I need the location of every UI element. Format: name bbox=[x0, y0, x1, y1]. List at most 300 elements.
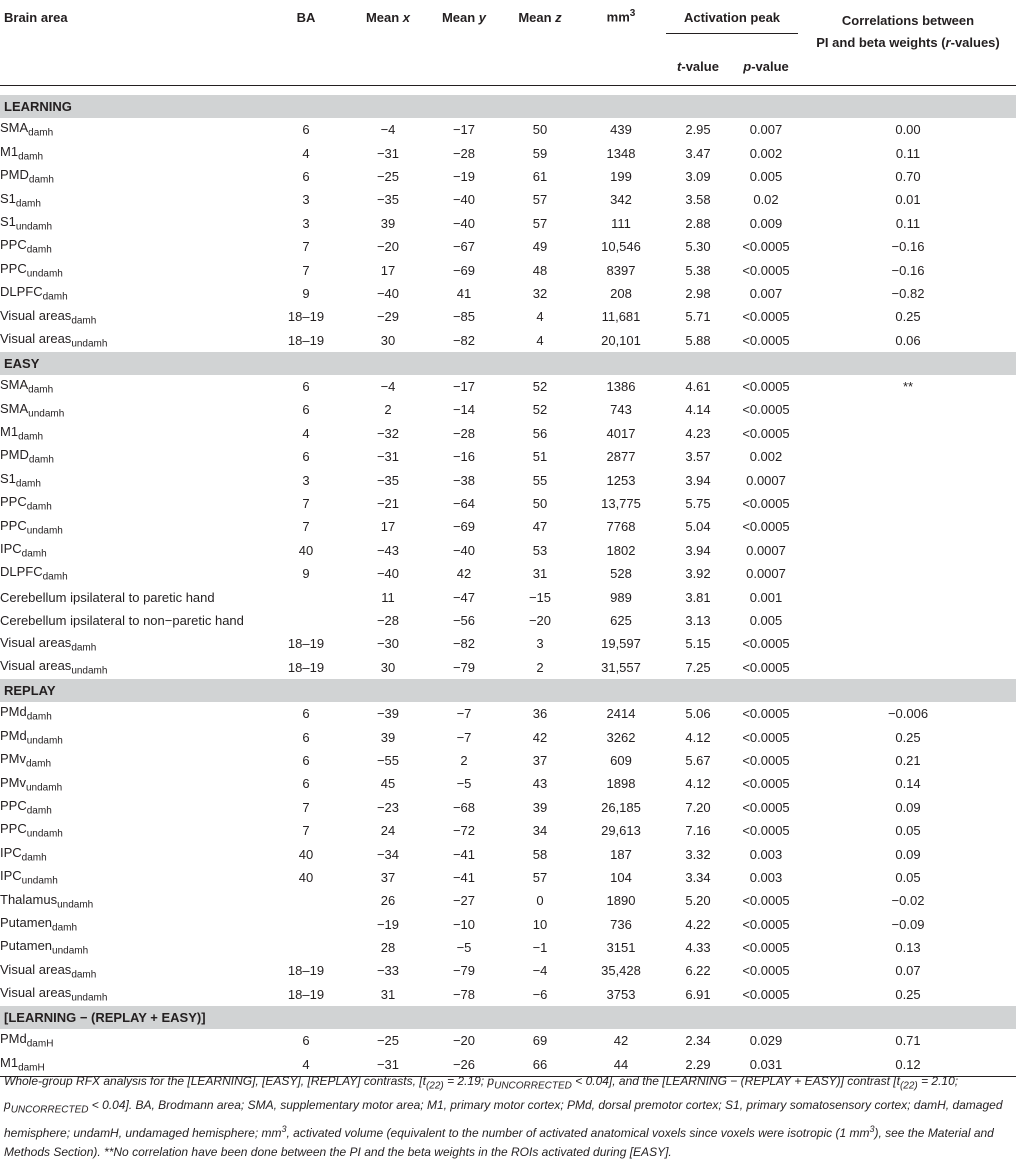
p-value-cell: <0.0005 bbox=[742, 636, 790, 652]
hemisphere-subscript: undamh bbox=[15, 221, 53, 233]
t-value-cell: 2.29 bbox=[664, 1052, 732, 1076]
mm3-cell: 1253 bbox=[606, 472, 636, 488]
mean-y-cell: −16 bbox=[452, 449, 476, 465]
mm3-cell: 29,613 bbox=[601, 823, 641, 839]
mean-z-cell: 42 bbox=[532, 729, 548, 745]
ba-cell: 6 bbox=[302, 449, 310, 465]
col-activation-peak: Activation peak bbox=[664, 0, 800, 48]
hemisphere-subscript: undamh bbox=[71, 992, 108, 1004]
mm3-cell: 3753 bbox=[606, 986, 636, 1002]
mean-z-cell: 66 bbox=[502, 1052, 578, 1076]
mm3-cell: 208 bbox=[610, 285, 632, 301]
p-value-cell: 0.031 bbox=[732, 1052, 800, 1076]
mm3-cell: 13,775 bbox=[601, 496, 641, 512]
r-value-cell: 0.07 bbox=[895, 963, 921, 979]
table-row bbox=[0, 141, 1016, 164]
mean-x-cell: 45 bbox=[380, 776, 396, 792]
brain-area-cell bbox=[0, 913, 262, 936]
r-value-cell: 0.13 bbox=[895, 940, 921, 956]
brain-area-cell bbox=[0, 118, 262, 141]
mean-z-cell: 55 bbox=[532, 472, 548, 488]
mean-z-cell: 3 bbox=[536, 636, 544, 652]
ba-cell: 18–19 bbox=[287, 636, 325, 652]
mean-y-cell: −78 bbox=[452, 986, 476, 1002]
mean-x-cell: −28 bbox=[376, 613, 400, 628]
mean-y-cell: −40 bbox=[452, 215, 476, 231]
brain-area-name: PMv bbox=[0, 774, 26, 790]
mm3-cell: 35,428 bbox=[601, 963, 641, 979]
brain-area-cell bbox=[0, 725, 262, 748]
p-value-cell: <0.0005 bbox=[742, 239, 790, 255]
mean-x-cell: −35 bbox=[376, 472, 400, 488]
hemisphere-subscript: damh bbox=[26, 758, 52, 770]
brain-area-cell bbox=[0, 398, 262, 421]
hemisphere-subscript: damh bbox=[26, 711, 52, 723]
brain-area-cell bbox=[0, 375, 262, 398]
mm3-cell: 4017 bbox=[606, 425, 636, 441]
mean-y-cell: −69 bbox=[452, 519, 476, 535]
r-value-cell bbox=[800, 398, 1016, 421]
mm3-cell: 20,101 bbox=[601, 332, 641, 348]
mean-x-cell: 39 bbox=[380, 215, 396, 231]
table-row bbox=[0, 282, 1016, 305]
p-value-cell: 0.002 bbox=[749, 449, 783, 465]
table-row bbox=[0, 842, 1016, 865]
mean-y-cell: −67 bbox=[452, 239, 476, 255]
ba-cell bbox=[262, 913, 350, 936]
ba-cell: 40 bbox=[298, 542, 314, 558]
table-row bbox=[0, 539, 1016, 562]
mean-x-cell: −23 bbox=[376, 799, 400, 815]
mean-x-cell: −43 bbox=[376, 542, 400, 558]
r-value-cell: 0.25 bbox=[895, 986, 921, 1002]
ba-cell: 7 bbox=[302, 262, 310, 278]
mm3-cell: 342 bbox=[610, 192, 632, 208]
r-value-cell: −0.09 bbox=[891, 916, 925, 932]
hemisphere-subscript: damh bbox=[15, 198, 41, 210]
table-row bbox=[0, 609, 1016, 632]
mm3-cell: 3262 bbox=[606, 729, 636, 745]
t-value-cell: 3.47 bbox=[685, 145, 711, 161]
r-value-cell bbox=[800, 656, 1016, 679]
ba-cell: 6 bbox=[302, 752, 310, 768]
r-value-cell: 0.11 bbox=[895, 215, 921, 231]
p-value-cell: 0.009 bbox=[749, 215, 783, 231]
hemisphere-subscript: undamh bbox=[26, 268, 63, 280]
table-row bbox=[0, 165, 1016, 188]
mean-x-cell: 30 bbox=[380, 332, 396, 348]
mm3-cell: 7768 bbox=[606, 519, 636, 535]
table-row bbox=[0, 656, 1016, 679]
ba-cell bbox=[262, 609, 350, 632]
mean-x-cell: 37 bbox=[380, 869, 396, 885]
mean-x-cell: −55 bbox=[376, 752, 400, 768]
t-value-cell: 5.04 bbox=[685, 519, 711, 535]
mean-y-cell: −69 bbox=[452, 262, 476, 278]
table-row bbox=[0, 445, 1016, 468]
mean-z-cell: 43 bbox=[532, 776, 548, 792]
mean-x-cell: 30 bbox=[380, 659, 396, 675]
p-value-cell: 0.003 bbox=[749, 846, 783, 862]
brain-area-cell bbox=[0, 866, 262, 889]
r-value-cell: 0.71 bbox=[895, 1033, 921, 1049]
ba-cell: 40 bbox=[298, 846, 314, 862]
table-row bbox=[0, 492, 1016, 515]
table-row bbox=[0, 749, 1016, 772]
brain-area-cell bbox=[0, 282, 262, 305]
ba-cell: 6 bbox=[302, 122, 310, 138]
col-mm3: $mm^3$ bbox=[606, 8, 636, 25]
hemisphere-subscript: undamh bbox=[26, 735, 63, 747]
brain-area-name: IPC bbox=[0, 844, 22, 860]
r-value-cell bbox=[800, 609, 1016, 632]
p-value-cell: <0.0005 bbox=[742, 332, 790, 348]
brain-area-name: Visual areas bbox=[0, 330, 72, 346]
t-value-cell: 3.58 bbox=[685, 192, 711, 208]
mm3-cell: 1890 bbox=[606, 893, 636, 909]
hemisphere-subscript: damh bbox=[15, 478, 41, 490]
brain-area-cell bbox=[0, 515, 262, 538]
brain-area-name: IPC bbox=[0, 541, 22, 557]
section-title: [LEARNING − (REPLAY + EASY)] bbox=[0, 1006, 1016, 1029]
mean-x-cell: −31 bbox=[376, 145, 400, 161]
mean-z-cell: 69 bbox=[532, 1033, 548, 1049]
mean-x-cell: −19 bbox=[376, 916, 400, 932]
mean-z-cell: 56 bbox=[532, 425, 548, 441]
brain-area-name: SMA bbox=[0, 377, 29, 393]
mm3-cell: 104 bbox=[610, 869, 632, 885]
mm3-cell: 609 bbox=[610, 752, 632, 768]
t-value-cell: 5.75 bbox=[685, 496, 711, 512]
col-mean-z: Mean z bbox=[518, 10, 562, 25]
p-value-cell: <0.0005 bbox=[742, 659, 790, 675]
ba-cell: 4 bbox=[302, 145, 310, 161]
brain-area-name: M1 bbox=[0, 143, 19, 159]
r-value-cell: −0.16 bbox=[891, 239, 925, 255]
r-value-cell bbox=[800, 585, 1016, 608]
section-title: REPLAY bbox=[0, 679, 1016, 702]
hemisphere-subscript: damh bbox=[52, 922, 78, 934]
ba-cell: 9 bbox=[302, 566, 310, 582]
ba-cell: 6 bbox=[302, 729, 310, 745]
table-row bbox=[0, 422, 1016, 445]
r-value-cell bbox=[800, 539, 1016, 562]
mean-z-cell: −6 bbox=[532, 986, 548, 1002]
brain-area-cell bbox=[0, 959, 262, 982]
hemisphere-subscript: undamh bbox=[71, 338, 108, 350]
hemisphere-subscript: damh bbox=[18, 151, 44, 163]
p-value-cell: <0.0005 bbox=[742, 823, 790, 839]
table-row bbox=[0, 258, 1016, 281]
brain-area-name: PPC bbox=[0, 517, 27, 533]
t-value-cell: 2.95 bbox=[685, 122, 711, 138]
mean-y-cell: −20 bbox=[452, 1033, 476, 1049]
t-value-cell: 4.33 bbox=[685, 940, 711, 956]
brain-area-cell bbox=[0, 141, 262, 164]
col-mean-x: Mean x bbox=[365, 10, 411, 25]
mean-x-cell: −40 bbox=[376, 285, 400, 301]
mean-y-cell: −72 bbox=[452, 823, 476, 839]
p-value-cell: <0.0005 bbox=[742, 425, 790, 441]
col-t-value: t-value bbox=[677, 59, 719, 74]
mean-y-cell: 41 bbox=[456, 285, 472, 301]
mean-y-cell: −27 bbox=[452, 893, 476, 909]
r-value-cell bbox=[800, 515, 1016, 538]
p-value-cell: <0.0005 bbox=[742, 986, 790, 1002]
t-value-cell: 5.38 bbox=[685, 262, 711, 278]
brain-area-name: PMd bbox=[0, 704, 27, 720]
brain-area-cell bbox=[0, 749, 262, 772]
r-value-cell: 0.05 bbox=[895, 869, 921, 885]
t-value-cell: 4.14 bbox=[685, 402, 711, 418]
t-value-cell: 5.15 bbox=[685, 636, 711, 652]
section-header bbox=[0, 679, 1016, 702]
brain-area-name: Visual areas bbox=[0, 307, 72, 323]
brain-area-cell bbox=[0, 819, 262, 842]
r-value-cell bbox=[800, 632, 1016, 655]
t-value-cell: 2.34 bbox=[685, 1033, 711, 1049]
brain-area-cell bbox=[0, 212, 262, 235]
brain-area-name: IPC bbox=[0, 868, 22, 884]
ba-cell: 6 bbox=[302, 706, 310, 722]
mean-y-cell: −5 bbox=[456, 776, 472, 792]
hemisphere-subscript: damh bbox=[18, 431, 44, 443]
r-value-cell bbox=[800, 562, 1016, 585]
mean-y-cell: −41 bbox=[452, 846, 476, 862]
brain-area-name: Putamen bbox=[0, 914, 53, 930]
p-value-cell: 0.005 bbox=[749, 613, 783, 628]
ba-cell: 7 bbox=[302, 496, 310, 512]
mean-x-cell: 17 bbox=[380, 519, 396, 535]
mm3-cell: 31,557 bbox=[601, 659, 641, 675]
table-row bbox=[0, 305, 1016, 328]
ba-cell: 6 bbox=[302, 379, 310, 395]
mean-z-cell: 50 bbox=[532, 122, 548, 138]
t-value-cell: 4.23 bbox=[685, 425, 711, 441]
ba-cell: 3 bbox=[302, 215, 310, 231]
mean-y-cell: −64 bbox=[452, 496, 476, 512]
brain-area-cell bbox=[0, 258, 262, 281]
table-row bbox=[0, 468, 1016, 491]
r-value-cell: 0.09 bbox=[895, 799, 921, 815]
table-row bbox=[0, 398, 1016, 421]
p-value-cell: 0.0007 bbox=[746, 542, 786, 558]
ba-cell: 7 bbox=[302, 239, 310, 255]
r-value-cell: 0.09 bbox=[895, 846, 921, 862]
p-value-cell: <0.0005 bbox=[742, 893, 790, 909]
mm3-cell: 439 bbox=[610, 122, 632, 138]
t-value-cell: 6.22 bbox=[685, 963, 711, 979]
brain-area-name: PPC bbox=[0, 237, 27, 253]
brain-area-name: M1 bbox=[0, 424, 19, 440]
r-value-cell: −0.16 bbox=[891, 262, 925, 278]
p-value-cell: 0.0007 bbox=[746, 566, 786, 582]
hemisphere-subscript: undamh bbox=[52, 945, 89, 957]
ba-cell: 18–19 bbox=[287, 332, 325, 348]
brain-area-name: PMD bbox=[0, 447, 29, 463]
mean-x-cell: −4 bbox=[380, 379, 396, 395]
mean-z-cell: 58 bbox=[532, 846, 548, 862]
brain-area-cell bbox=[0, 165, 262, 188]
t-value-cell: 7.16 bbox=[685, 823, 711, 839]
table-row bbox=[0, 796, 1016, 819]
mm3-cell: 1802 bbox=[606, 542, 636, 558]
brain-area-name: PMd bbox=[0, 727, 27, 743]
mean-x-cell: −35 bbox=[376, 192, 400, 208]
mean-z-cell: 52 bbox=[532, 402, 548, 418]
brain-area-name: PPC bbox=[0, 494, 27, 510]
r-value-cell bbox=[800, 468, 1016, 491]
mean-y-cell: −28 bbox=[452, 145, 476, 161]
mean-y-cell: −79 bbox=[452, 963, 476, 979]
p-value-cell: 0.002 bbox=[749, 145, 783, 161]
mean-y-cell: −79 bbox=[452, 659, 476, 675]
ba-cell: 6 bbox=[302, 776, 310, 792]
brain-area-name: Putamen bbox=[0, 938, 53, 954]
mean-y-cell: −26 bbox=[426, 1052, 502, 1076]
mean-x-cell: 39 bbox=[380, 729, 396, 745]
mean-y-cell: −17 bbox=[452, 379, 476, 395]
mm3-cell: 11,681 bbox=[601, 309, 641, 325]
mm3-cell: 736 bbox=[610, 916, 632, 932]
col-brain-area: Brain area bbox=[4, 10, 68, 25]
t-value-cell: 3.13 bbox=[685, 613, 711, 628]
mean-x-cell: −29 bbox=[376, 309, 400, 325]
mean-x-cell: −31 bbox=[350, 1052, 426, 1076]
brain-area-name: Visual areas bbox=[0, 657, 72, 673]
r-value-cell: 0.01 bbox=[895, 192, 921, 208]
hemisphere-subscript: damh bbox=[28, 455, 54, 467]
mean-x-cell: 26 bbox=[380, 893, 396, 909]
brain-area-cell bbox=[0, 1029, 262, 1052]
table-row bbox=[0, 375, 1016, 398]
brain-area-name: SMA bbox=[0, 120, 29, 136]
brain-area-name: PPC bbox=[0, 797, 27, 813]
table-row bbox=[0, 515, 1016, 538]
mean-z-cell: 32 bbox=[532, 285, 548, 301]
r-value-cell bbox=[800, 422, 1016, 445]
t-value-cell: 3.34 bbox=[685, 869, 711, 885]
table-row bbox=[0, 702, 1016, 725]
t-value-cell: 7.20 bbox=[685, 799, 711, 815]
mm3-cell: 2877 bbox=[606, 449, 636, 465]
mean-x-cell: −30 bbox=[376, 636, 400, 652]
hemisphere-subscript: undamh bbox=[28, 408, 65, 420]
ba-cell: 4 bbox=[262, 1052, 350, 1076]
mm3-cell: 42 bbox=[613, 1033, 629, 1049]
table-row bbox=[0, 329, 1016, 352]
r-value-cell bbox=[800, 492, 1016, 515]
table-row bbox=[0, 188, 1016, 211]
brain-area-name: S1 bbox=[0, 190, 16, 206]
mean-x-cell: −21 bbox=[376, 496, 400, 512]
t-value-cell: 3.94 bbox=[685, 542, 711, 558]
section-header bbox=[0, 352, 1016, 375]
brain-area-cell bbox=[0, 889, 262, 912]
brain-area-cell bbox=[0, 796, 262, 819]
p-value-cell: 0.007 bbox=[749, 122, 783, 138]
mean-y-cell: −38 bbox=[452, 472, 476, 488]
brain-area-name: PMv bbox=[0, 751, 26, 767]
hemisphere-subscript: damh bbox=[71, 315, 97, 327]
hemisphere-subscript: damh bbox=[26, 501, 52, 513]
brain-area-name: M1 bbox=[0, 1054, 19, 1070]
col-p-value: p-value bbox=[743, 59, 789, 74]
brain-area-cell bbox=[0, 656, 262, 679]
p-value-cell: 0.02 bbox=[753, 192, 779, 208]
t-value-cell: 3.32 bbox=[685, 846, 711, 862]
mean-z-cell: 34 bbox=[532, 823, 548, 839]
table-row bbox=[0, 725, 1016, 748]
p-value-cell: <0.0005 bbox=[742, 776, 790, 792]
mean-z-cell: 57 bbox=[532, 869, 548, 885]
r-value-cell: 0.12 bbox=[800, 1052, 1016, 1076]
mean-z-cell: 36 bbox=[532, 706, 548, 722]
mean-x-cell: 24 bbox=[380, 823, 396, 839]
mm3-cell: 528 bbox=[610, 566, 632, 582]
p-value-cell: 0.029 bbox=[749, 1033, 783, 1049]
table-row bbox=[0, 772, 1016, 795]
mean-y-cell: −40 bbox=[452, 192, 476, 208]
mean-z-cell: 10 bbox=[532, 916, 548, 932]
section-title: EASY bbox=[0, 352, 1016, 375]
mean-y-cell: −7 bbox=[456, 706, 472, 722]
mean-z-cell: 53 bbox=[532, 542, 548, 558]
ba-cell: 7 bbox=[302, 799, 310, 815]
table-row bbox=[0, 866, 1016, 889]
hemisphere-subscript: damh bbox=[21, 548, 47, 560]
r-value-cell: −0.82 bbox=[891, 285, 925, 301]
hemisphere-subscript: damh bbox=[71, 969, 97, 981]
p-value-cell: <0.0005 bbox=[742, 706, 790, 722]
ba-cell: 7 bbox=[302, 823, 310, 839]
mean-y-cell: −68 bbox=[452, 799, 476, 815]
p-value-cell: <0.0005 bbox=[742, 379, 790, 395]
hemisphere-subscript: damh bbox=[26, 805, 52, 817]
r-value-cell: ** bbox=[902, 379, 914, 395]
t-value-cell: 3.09 bbox=[685, 168, 711, 184]
mm3-cell: 10,546 bbox=[601, 239, 641, 255]
hemisphere-subscript: undamh bbox=[57, 899, 94, 911]
ba-cell bbox=[262, 889, 350, 912]
r-value-cell: −0.006 bbox=[887, 706, 929, 722]
mean-z-cell: 50 bbox=[532, 496, 548, 512]
r-value-cell: 0.25 bbox=[895, 309, 921, 325]
mm3-cell: 187 bbox=[610, 846, 632, 862]
mean-z-cell: −15 bbox=[528, 589, 552, 605]
mean-y-cell: 2 bbox=[460, 752, 468, 768]
brain-area-name: S1 bbox=[0, 470, 16, 486]
brain-area-name: DLPFC bbox=[0, 564, 43, 580]
table-row bbox=[0, 585, 1016, 608]
mean-x-cell: 17 bbox=[380, 262, 396, 278]
ba-cell: 4 bbox=[302, 425, 310, 441]
mean-x-cell: −33 bbox=[376, 963, 400, 979]
brain-area-name: PMd bbox=[0, 1031, 27, 1047]
t-value-cell: 2.88 bbox=[685, 215, 711, 231]
mean-z-cell: 39 bbox=[532, 799, 548, 815]
brain-area-name: Visual areas bbox=[0, 961, 72, 977]
table-row bbox=[0, 1029, 1016, 1052]
t-value-cell: 3.57 bbox=[685, 449, 711, 465]
brain-area-cell bbox=[0, 772, 262, 795]
mean-x-cell: −39 bbox=[376, 706, 400, 722]
brain-area-cell bbox=[0, 609, 262, 632]
ba-cell: 7 bbox=[302, 519, 310, 535]
ba-cell: 18–19 bbox=[287, 309, 325, 325]
hemisphere-subscript: damH bbox=[26, 1039, 54, 1051]
mean-y-cell: −14 bbox=[452, 402, 476, 418]
